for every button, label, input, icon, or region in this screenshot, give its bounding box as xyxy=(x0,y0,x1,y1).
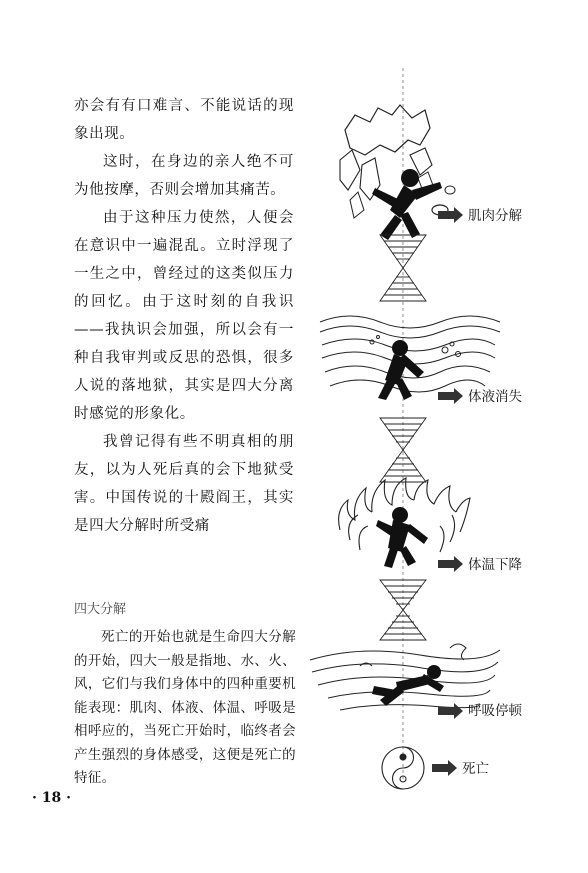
sinking-figure xyxy=(378,340,424,400)
label-fluid-loss: 体液消失 xyxy=(468,389,522,405)
arrow-icon xyxy=(432,760,457,776)
sidebar-title: 四大分解 xyxy=(74,602,127,617)
label-death: 死亡 xyxy=(462,761,489,777)
label-muscle-decomposition: 肌肉分解 xyxy=(468,208,522,224)
arrow-icon xyxy=(438,703,463,719)
body-paragraph-1: 亦会有有口难言、不能说话的现象出现。 xyxy=(74,98,294,142)
body-paragraph-4: 我曾记得有些不明真相的朋友，以为人死后真的会下地狱受害。中国传说的十殿阎王，其实是四大分解时所受痛 xyxy=(74,434,294,534)
hourglass-icon xyxy=(380,580,426,640)
sidebar-text: 死亡的开始也就是生命四大分解的开始，四大一般是指地、水、火、风，它们与我们身体中的四种重要机能表现：肌肉、体液、体温、呼吸是相呼应的，当死亡开始时，临终者会产生强烈的身体感受，这便是死亡的特征。 xyxy=(74,629,296,786)
page-number: · 18 · xyxy=(32,790,71,806)
label-breath-stop: 呼吸停顿 xyxy=(468,703,522,719)
burning-figure xyxy=(376,507,428,568)
body-paragraph-3: 由于这种压力使然，人便会在意识中一遍混乱。立时浮现了一生之中，曾经过的这类似压力的回忆。由于这时刻的自我识——我执识会加强，所以会有一种自我审判或反思的恐惧，很多人说的落地狱，其实是四大分离时感觉的形象化。 xyxy=(74,210,294,422)
body-paragraph-2: 这时，在身边的亲人绝不可为他按摩，否则会增加其痛苦。 xyxy=(74,154,294,198)
label-temperature-drop: 体温下降 xyxy=(468,557,522,573)
stage-earth xyxy=(340,105,455,240)
arrow-icon xyxy=(438,556,463,572)
stage-water xyxy=(320,316,500,392)
four-elements-illustration xyxy=(300,60,550,800)
blown-figure xyxy=(372,665,444,706)
arrow-icon xyxy=(438,207,463,223)
stage-wind xyxy=(310,644,500,710)
falling-figure xyxy=(372,169,442,240)
arrow-icon xyxy=(438,388,463,404)
